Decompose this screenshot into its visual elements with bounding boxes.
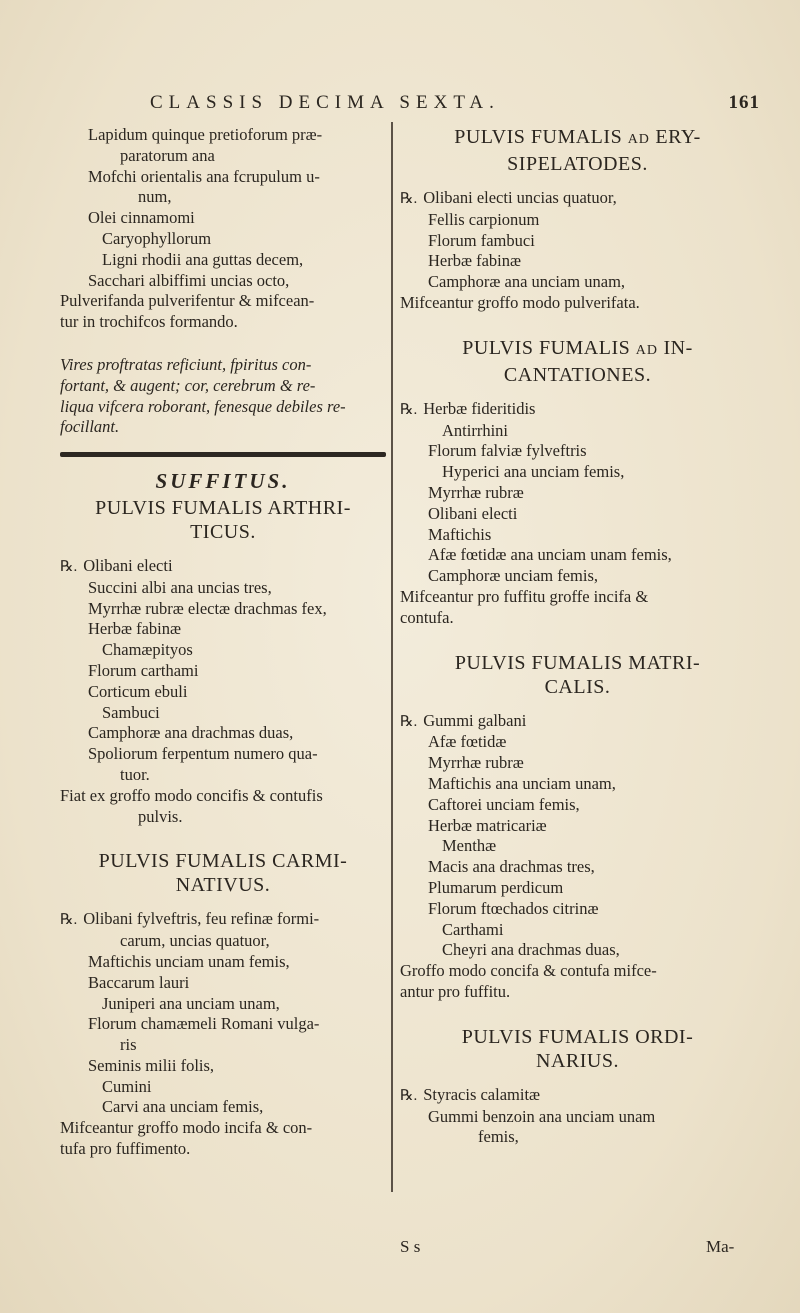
text-line bbox=[60, 271, 386, 292]
line-text: Gummi benzoin ana unciam unam bbox=[428, 1106, 656, 1126]
line-text: Maftichis bbox=[428, 524, 492, 544]
text-line bbox=[400, 795, 755, 816]
line-text: Plumarum perdicum bbox=[428, 877, 564, 897]
line-text: Cumini bbox=[102, 1076, 152, 1096]
text-line bbox=[400, 272, 755, 293]
text-line: focillant. bbox=[60, 417, 120, 437]
text-line bbox=[400, 587, 755, 608]
line-text: Florum falviæ fylveftris bbox=[428, 441, 587, 461]
line-text: Olibani electi bbox=[83, 555, 173, 575]
line-text: pulvis. bbox=[138, 806, 183, 826]
carminativus-recipe bbox=[60, 909, 386, 1160]
line-text: Spoliorum ferpentum numero qua- bbox=[88, 744, 318, 764]
intro-recipe bbox=[60, 125, 386, 333]
text-line bbox=[400, 920, 755, 941]
ordinarius-recipe bbox=[400, 1085, 755, 1148]
line-text: ris bbox=[120, 1035, 137, 1055]
line-text: Mofchi orientalis ana fcrupulum u- bbox=[88, 166, 320, 186]
text-line bbox=[60, 994, 386, 1015]
recipe-symbol: ℞. bbox=[60, 558, 78, 575]
text-line bbox=[400, 251, 755, 272]
line-text: Fiat ex groffo modo concifis & contufis bbox=[60, 785, 323, 805]
text-line bbox=[60, 250, 386, 271]
signature-mark: S s bbox=[400, 1237, 421, 1256]
line-text: Myrrhæ rubræ bbox=[428, 753, 524, 773]
line-text: Baccarum lauri bbox=[88, 972, 190, 992]
line-text: Myrrhæ rubræ bbox=[428, 482, 524, 502]
text-line bbox=[400, 421, 755, 442]
text-line bbox=[400, 525, 755, 546]
line-text: Mifceantur pro fuffitu groffe incifa & bbox=[400, 586, 649, 606]
text-line bbox=[400, 399, 755, 421]
text-line bbox=[400, 1085, 755, 1107]
left-column bbox=[60, 125, 386, 1160]
erysipelatodes-recipe bbox=[400, 188, 755, 314]
line-text: Maftichis ana unciam unam, bbox=[428, 773, 616, 793]
text-line bbox=[400, 1127, 755, 1148]
line-text: Florum chamæmeli Romani vulga- bbox=[88, 1014, 320, 1034]
line-text: Caryophyllorum bbox=[102, 228, 212, 248]
line-text: Chamæpityos bbox=[102, 640, 193, 660]
recipe-symbol: ℞. bbox=[400, 401, 418, 418]
text-line bbox=[60, 1035, 386, 1056]
text-line bbox=[400, 462, 755, 483]
text-line bbox=[400, 608, 755, 629]
text-line bbox=[60, 229, 386, 250]
text-line bbox=[400, 836, 755, 857]
text-line bbox=[60, 661, 386, 682]
line-text: Olibani fylveftris, feu refinæ formi- bbox=[83, 909, 320, 929]
text-line bbox=[60, 291, 386, 312]
page-number: 161 bbox=[728, 92, 760, 113]
text-line bbox=[400, 732, 755, 753]
text-line bbox=[400, 857, 755, 878]
line-text: Camphoræ unciam femis, bbox=[428, 566, 599, 586]
line-text: paratorum ana bbox=[120, 145, 215, 165]
text-line bbox=[400, 774, 755, 795]
catchword: Ma- bbox=[706, 1237, 735, 1256]
text-line bbox=[400, 441, 755, 462]
line-text: Pulverifanda pulverifentur & mifcean- bbox=[60, 291, 315, 311]
ordinarius-heading: PULVIS FUMALIS ORDI- NARIUS. bbox=[461, 1025, 694, 1072]
column-divider bbox=[391, 122, 393, 1192]
text-line bbox=[60, 146, 386, 167]
text-line bbox=[60, 312, 386, 333]
line-text: Macis ana drachmas tres, bbox=[428, 857, 595, 877]
text-line bbox=[60, 807, 386, 828]
line-text: Fellis carpionum bbox=[428, 209, 540, 229]
line-text: num, bbox=[138, 187, 172, 207]
line-text: Afæ fœtidæ bbox=[428, 732, 507, 752]
line-text: tufa pro fuffimento. bbox=[60, 1139, 191, 1159]
text-line bbox=[60, 187, 386, 208]
text-line bbox=[400, 483, 755, 504]
vires-paragraph bbox=[60, 355, 386, 438]
matricalis-heading: PULVIS FUMALIS MATRI- CALIS. bbox=[454, 651, 701, 698]
carminativus-heading: PULVIS FUMALIS CARMI- NATIVUS. bbox=[98, 850, 348, 897]
arthriticus-recipe bbox=[60, 556, 386, 827]
text-line bbox=[60, 765, 386, 786]
text-line bbox=[400, 210, 755, 231]
line-text: Herbæ fabinæ bbox=[428, 251, 522, 271]
right-column bbox=[400, 125, 755, 1148]
incantationes-heading: PULVIS FUMALIS AD IN- CANTATIONES. bbox=[462, 336, 693, 386]
text-line bbox=[400, 711, 755, 733]
text-line bbox=[60, 973, 386, 994]
text-line bbox=[60, 744, 386, 765]
line-text: Herbæ fideritidis bbox=[423, 398, 536, 418]
line-text: tur in trochifcos formando. bbox=[60, 312, 238, 332]
running-title: CLASSIS DECIMA SEXTA. bbox=[150, 92, 500, 113]
line-text: Maftichis unciam unam femis, bbox=[88, 951, 290, 971]
line-text: Menthæ bbox=[442, 836, 497, 856]
text-line: fortant, & augent; cor, cerebrum & re- bbox=[60, 375, 316, 395]
line-text: tuor. bbox=[120, 764, 150, 784]
text-line bbox=[400, 293, 755, 314]
line-text: Carvi ana unciam femis, bbox=[102, 1097, 264, 1117]
text-line bbox=[400, 878, 755, 899]
arthriticus-heading: PULVIS FUMALIS ARTHRI- TICUS. bbox=[95, 496, 351, 543]
text-line bbox=[60, 723, 386, 744]
text-line bbox=[400, 504, 755, 525]
line-text: Seminis milii folis, bbox=[88, 1055, 215, 1075]
text-line bbox=[60, 578, 386, 599]
recipe-symbol: ℞. bbox=[400, 191, 418, 207]
line-text: Sacchari albiffimi uncias octo, bbox=[88, 270, 290, 290]
line-text: Caftorei unciam femis, bbox=[428, 794, 580, 814]
line-text: Sambuci bbox=[102, 702, 160, 722]
text-line: liqua vifcera roborant, fenesque debiles re- bbox=[60, 396, 346, 416]
line-text: Afæ fœtidæ ana unciam unam femis, bbox=[428, 545, 672, 565]
line-text: Camphoræ ana drachmas duas, bbox=[88, 723, 294, 743]
line-text: Herbæ fabinæ bbox=[88, 619, 182, 639]
text-line bbox=[60, 909, 386, 931]
line-text: Mifceantur groffo modo pulverifata. bbox=[400, 292, 640, 312]
line-text: carum, uncias quatuor, bbox=[120, 931, 270, 951]
text-line bbox=[400, 961, 755, 982]
text-line bbox=[60, 1139, 386, 1160]
text-line bbox=[60, 931, 386, 952]
incantationes-recipe bbox=[400, 399, 755, 629]
text-line bbox=[60, 599, 386, 620]
text-line bbox=[60, 208, 386, 229]
line-text: Olibani electi bbox=[428, 503, 518, 523]
text-line bbox=[60, 703, 386, 724]
text-line bbox=[60, 167, 386, 188]
line-text: Styracis calamitæ bbox=[423, 1084, 541, 1104]
text-line: Vires proftratas reficiunt, fpiritus con- bbox=[60, 354, 312, 374]
line-text: Succini albi ana uncias tres, bbox=[88, 577, 272, 597]
line-text: Olei cinnamomi bbox=[88, 208, 195, 228]
text-line bbox=[400, 566, 755, 587]
text-line bbox=[60, 682, 386, 703]
text-line bbox=[60, 556, 386, 578]
text-line bbox=[400, 940, 755, 961]
erysipelatodes-heading: PULVIS FUMALIS AD ERY- SIPELATODES. bbox=[454, 126, 701, 175]
suffitus-heading: SUFFITUS. bbox=[155, 469, 291, 494]
text-line bbox=[60, 1077, 386, 1098]
text-line bbox=[60, 786, 386, 807]
line-text: contufa. bbox=[400, 607, 454, 627]
line-text: Ligni rhodii ana guttas decem, bbox=[102, 249, 304, 269]
line-text: Gummi galbani bbox=[423, 710, 527, 730]
text-line bbox=[60, 1097, 386, 1118]
text-line bbox=[400, 188, 755, 210]
text-line bbox=[60, 640, 386, 661]
line-text: Groffo modo concifa & contufa mifce- bbox=[400, 961, 657, 981]
text-line bbox=[60, 1056, 386, 1077]
text-line bbox=[400, 816, 755, 837]
line-text: Myrrhæ rubræ electæ drachmas fex, bbox=[88, 598, 327, 618]
line-text: Florum ftœchados citrinæ bbox=[428, 898, 599, 918]
text-line bbox=[60, 1118, 386, 1139]
text-line bbox=[60, 952, 386, 973]
text-line bbox=[60, 125, 386, 146]
matricalis-recipe bbox=[400, 711, 755, 1003]
recipe-symbol: ℞. bbox=[400, 713, 418, 730]
text-line bbox=[400, 545, 755, 566]
line-text: Lapidum quinque pretioforum præ- bbox=[88, 125, 323, 144]
line-text: Antirrhini bbox=[442, 420, 508, 440]
recipe-symbol: ℞. bbox=[400, 1087, 418, 1104]
text-line bbox=[400, 1107, 755, 1128]
line-text: femis, bbox=[478, 1127, 519, 1147]
line-text: Olibani electi uncias quatuor, bbox=[423, 188, 617, 207]
text-line bbox=[400, 753, 755, 774]
text-line bbox=[400, 899, 755, 920]
line-text: Mifceantur groffo modo incifa & con- bbox=[60, 1118, 313, 1138]
line-text: antur pro fuffitu. bbox=[400, 981, 511, 1001]
section-divider bbox=[60, 452, 386, 457]
line-text: Cheyri ana drachmas duas, bbox=[442, 940, 620, 960]
line-text: Herbæ matricariæ bbox=[428, 815, 547, 835]
text-line bbox=[60, 1014, 386, 1035]
text-line bbox=[400, 231, 755, 252]
line-text: Hyperici ana unciam femis, bbox=[442, 462, 625, 482]
line-text: Camphoræ ana unciam unam, bbox=[428, 272, 626, 292]
line-text: Florum fambuci bbox=[428, 230, 535, 250]
line-text: Corticum ebuli bbox=[88, 681, 188, 701]
text-line bbox=[400, 982, 755, 1003]
recipe-symbol: ℞. bbox=[60, 912, 78, 929]
line-text: Florum carthami bbox=[88, 660, 199, 680]
line-text: Juniperi ana unciam unam, bbox=[102, 993, 280, 1013]
line-text: Carthami bbox=[442, 919, 504, 939]
text-line bbox=[60, 619, 386, 640]
